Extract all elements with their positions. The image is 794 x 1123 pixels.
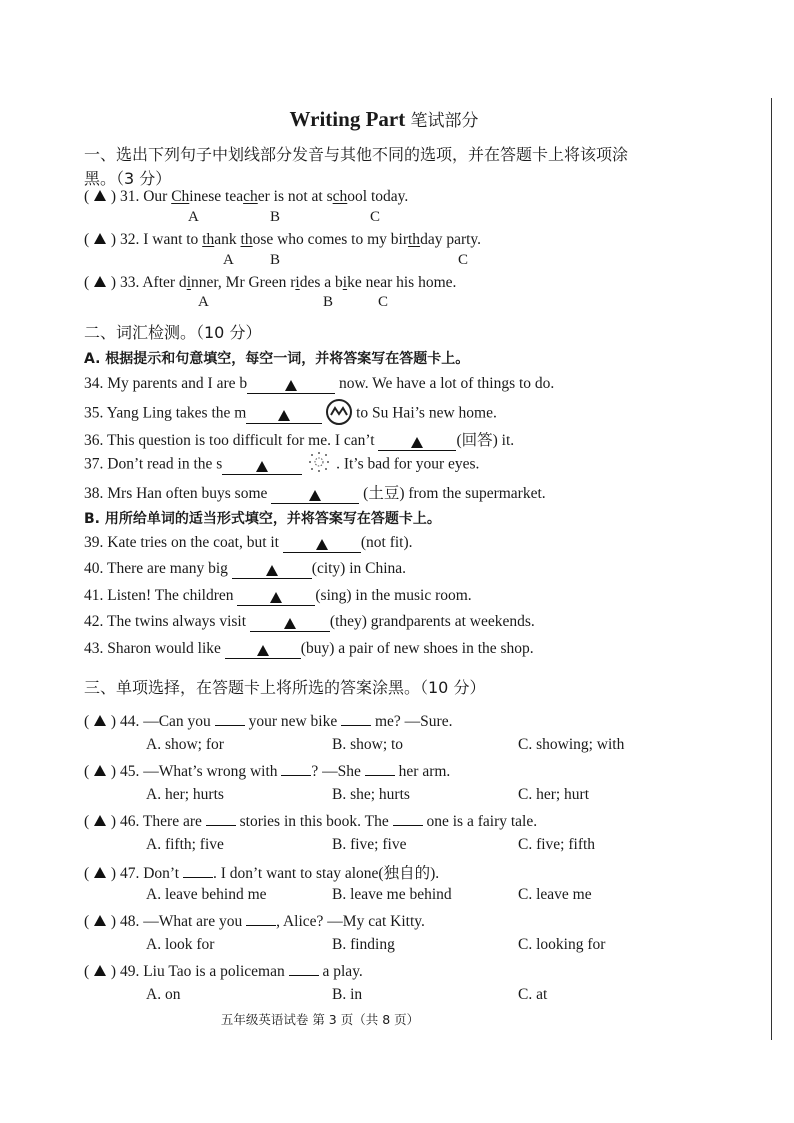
answer-marker-icon xyxy=(94,815,106,826)
question-31: ( ) 31. Our Chinese teacher is not at school today. xyxy=(84,188,409,205)
section1-heading-line1: 一、选出下列句子中划线部分发音与其他不同的选项，并在答题卡上将该项涂 xyxy=(84,145,629,164)
option-letter: C xyxy=(458,252,469,268)
question-48: ( ) 48. —What are you , Alice? —My cat Kitty. xyxy=(84,913,425,930)
choice-b[interactable]: B. finding xyxy=(332,936,395,953)
section2-part-a: A. 根据提示和句意填空，每空一词，并将答案写在答题卡上。 xyxy=(84,351,470,367)
answer-marker-icon xyxy=(266,565,278,576)
answer-blank[interactable] xyxy=(237,589,315,606)
question-40: 40. There are many big (city) in China. xyxy=(84,560,407,577)
choice-c[interactable]: C. showing; with xyxy=(518,736,625,753)
question-41: 41. Listen! The children (sing) in the music room. xyxy=(84,587,472,604)
answer-blank[interactable] xyxy=(225,642,301,659)
section2-heading: 二、词汇检测。（10 分） xyxy=(84,323,262,342)
choice-c[interactable]: C. looking for xyxy=(518,936,606,953)
choice-c[interactable]: C. leave me xyxy=(518,886,592,903)
choice-a[interactable]: A. look for xyxy=(146,936,215,953)
option-letter: B xyxy=(323,294,334,310)
answer-marker-icon xyxy=(411,437,423,448)
choice-b[interactable]: B. five; five xyxy=(332,836,407,853)
answer-marker-icon xyxy=(94,867,106,878)
choice-a[interactable]: A. show; for xyxy=(146,736,224,753)
choice-a[interactable]: A. leave behind me xyxy=(146,886,267,903)
question-43: 43. Sharon would like (buy) a pair of new shoes in the shop. xyxy=(84,640,534,657)
page-footer: 五年级英语试卷 第 3 页（共 8 页） xyxy=(220,1012,420,1027)
answer-blank[interactable] xyxy=(247,377,335,394)
answer-marker-icon xyxy=(278,410,290,421)
question-36: 36. This question is too difficult for me. I can’t (回答) it. xyxy=(84,432,515,449)
choice-b[interactable]: B. leave me behind xyxy=(332,886,452,903)
answer-marker-icon xyxy=(94,765,106,776)
answer-marker-icon xyxy=(94,915,106,926)
answer-marker-icon xyxy=(284,618,296,629)
answer-blank[interactable] xyxy=(246,407,322,424)
choice-c[interactable]: C. five; fifth xyxy=(518,836,596,853)
option-letter: A xyxy=(223,252,234,268)
choice-a[interactable]: A. on xyxy=(146,986,181,1003)
option-letter: C xyxy=(378,294,389,310)
answer-blank[interactable] xyxy=(222,458,302,475)
section1-heading-line2: 黑。（3 分） xyxy=(84,169,172,188)
answer-marker-icon xyxy=(94,190,106,201)
answer-marker-icon xyxy=(270,592,282,603)
question-34: 34. My parents and I are b now. We have a lot of things to do. xyxy=(84,375,555,392)
answer-marker-icon xyxy=(94,715,106,726)
answer-marker-icon xyxy=(257,645,269,656)
question-49: ( ) 49. Liu Tao is a policeman a play. xyxy=(84,963,363,980)
question-38: 38. Mrs Han often buys some (土豆) from the supermarket. xyxy=(84,485,546,502)
choice-a[interactable]: A. her; hurts xyxy=(146,786,224,803)
choice-b[interactable]: B. show; to xyxy=(332,736,404,753)
answer-marker-icon xyxy=(309,490,321,501)
question-44: ( ) 44. —Can you your new bike me? —Sure. xyxy=(84,713,453,730)
choice-b[interactable]: B. in xyxy=(332,986,363,1003)
answer-marker-icon xyxy=(316,539,328,550)
metro-logo-icon xyxy=(326,399,352,425)
section2-part-b: B. 用所给单词的适当形式填空，并将答案写在答题卡上。 xyxy=(84,511,441,527)
question-35: 35. Yang Ling takes the m to Su Hai’s new home. xyxy=(84,401,497,427)
margin-line xyxy=(771,98,772,1040)
question-42: 42. The twins always visit (they) grandparents at weekends. xyxy=(84,613,535,630)
section3-heading: 三、单项选择，在答题卡上将所选的答案涂黑。（10 分） xyxy=(84,678,486,697)
option-letter: B xyxy=(270,209,281,225)
option-letter: A xyxy=(188,209,199,225)
answer-marker-icon xyxy=(94,965,106,976)
option-letter: C xyxy=(370,209,381,225)
answer-marker-icon xyxy=(256,461,268,472)
choice-c[interactable]: C. at xyxy=(518,986,548,1003)
sun-icon xyxy=(306,451,332,473)
choice-c[interactable]: C. her; hurt xyxy=(518,786,590,803)
choice-b[interactable]: B. she; hurts xyxy=(332,786,410,803)
answer-marker-icon xyxy=(285,380,297,391)
answer-blank[interactable] xyxy=(283,536,361,553)
answer-marker-icon xyxy=(94,233,106,244)
question-33: ( ) 33. After dinner, Mr Green rides a bike near his home. xyxy=(84,274,457,291)
question-45: ( ) 45. —What’s wrong with ? —She her arm. xyxy=(84,763,451,780)
choice-a[interactable]: A. fifth; five xyxy=(146,836,224,853)
question-46: ( ) 46. There are stories in this book. The one is a fairy tale. xyxy=(84,813,538,830)
answer-blank[interactable] xyxy=(271,487,359,504)
answer-blank[interactable] xyxy=(378,434,456,451)
title-chinese: 笔试部分 xyxy=(410,111,479,131)
title-english: Writing Part xyxy=(289,107,406,131)
option-letter: A xyxy=(198,294,209,310)
question-32: ( ) 32. I want to thank those who comes to my birthday party. xyxy=(84,231,482,248)
question-39: 39. Kate tries on the coat, but it (not fit). xyxy=(84,534,413,551)
option-letter: B xyxy=(270,252,281,268)
answer-blank[interactable] xyxy=(250,615,330,632)
answer-blank[interactable] xyxy=(232,562,312,579)
page-title xyxy=(0,106,768,132)
question-37: 37. Don’t read in the s . It’s bad for your eyes. xyxy=(84,454,479,476)
answer-marker-icon xyxy=(94,276,106,287)
question-47: ( ) 47. Don’t . I don’t want to stay alone(独自的). xyxy=(84,865,440,882)
